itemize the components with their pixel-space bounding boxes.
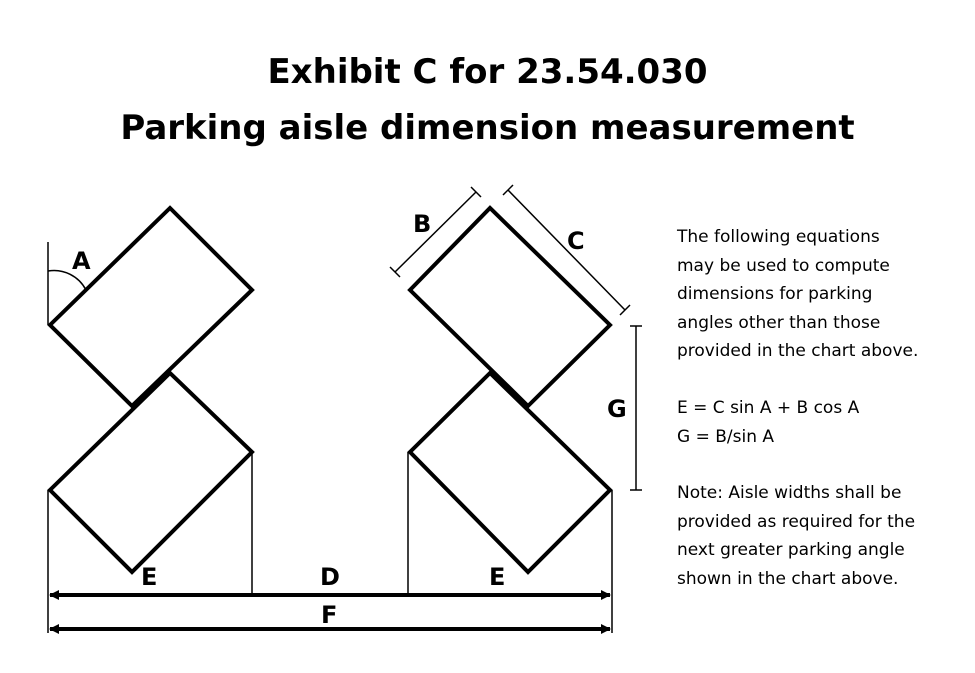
label-e-left: E <box>141 563 158 591</box>
label-e-right: E <box>489 563 506 591</box>
notes-note-line: next greater parking angle <box>677 540 905 561</box>
left-lower-stall <box>50 373 252 572</box>
notes-equations <box>677 394 967 451</box>
title-line-1: Exhibit C for 23.54.030 <box>267 52 708 92</box>
notes-intro-line: may be used to compute <box>677 255 890 276</box>
equation-g: G = B/sin A <box>677 426 775 447</box>
notes-note-line: shown in the chart above. <box>677 568 899 589</box>
label-a: A <box>72 247 91 275</box>
right-lower-stall <box>410 373 610 572</box>
notes-intro <box>677 223 967 366</box>
label-b: B <box>413 210 432 238</box>
title-line-2: Parking aisle dimension measurement <box>120 108 855 148</box>
notes-intro-line: The following equations <box>677 227 880 247</box>
notes-note-line: Note: Aisle widths shall be <box>677 483 902 504</box>
left-upper-stall <box>50 208 252 406</box>
notes-panel <box>677 223 967 622</box>
notes-note-line: provided as required for the <box>677 511 916 532</box>
label-d: D <box>320 563 340 591</box>
label-c: C <box>567 227 585 255</box>
label-g: G <box>607 395 627 423</box>
notes-intro-line: provided in the chart above. <box>677 341 919 362</box>
notes-intro-line: angles other than those <box>677 312 881 333</box>
notes-aisle-width <box>677 479 967 593</box>
label-f: F <box>321 601 338 629</box>
equation-e: E = C sin A + B cos A <box>677 397 860 418</box>
notes-intro-line: dimensions for parking <box>677 284 873 305</box>
